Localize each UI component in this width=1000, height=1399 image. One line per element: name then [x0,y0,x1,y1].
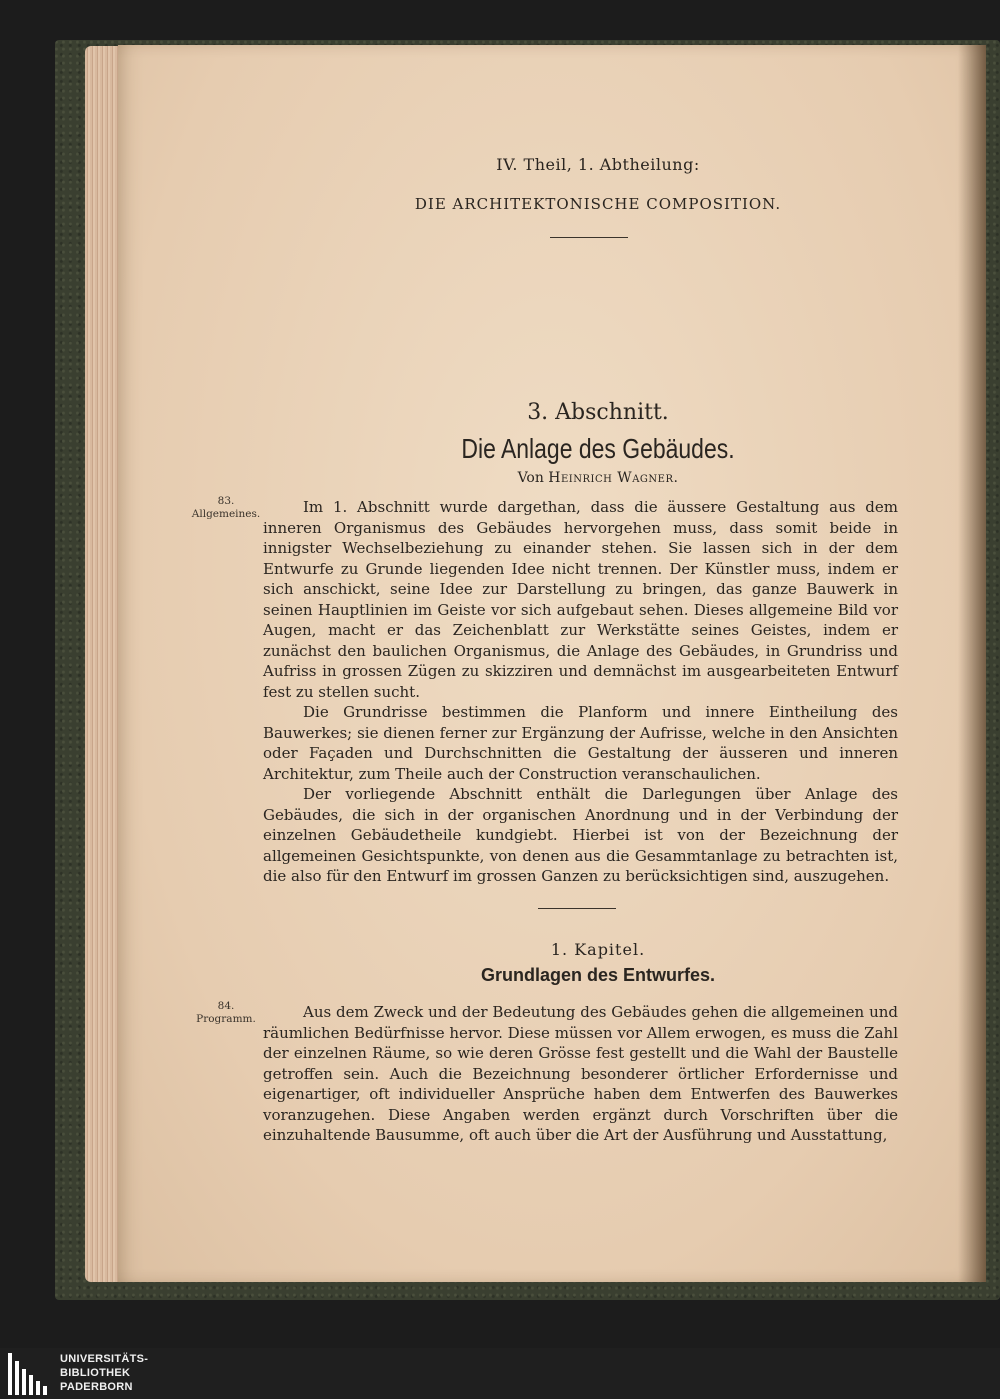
paragraph: Die Grundrisse bestimmen die Planform und innere Eintheilung des Bauwerkes; sie dienen ferner zur Ergänzung der Aufrisse, welche in den Ansichten oder Façaden und Durchschnitten die Gestaltung der äusseren und inneren Architektur, zum Theile auch der Construction veranschaulichen. [263,703,898,783]
paragraph: Aus dem Zweck und der Bedeutung des Gebäudes gehen die allgemeinen und räumlichen Bedürfnisse hervor. Diese müssen vor Allem erwogen, es muss die Zahl der einzelnen Räume, so wie deren Grösse fest gestellt und die Wahl der Baustelle getroffen sein. Auch die Bezeichnung besonderer örtlicher Erfordernisse und eigenartiger, oft individueller Ansprüche haben dem Entwerfen des Bauwerkes voranzugehen. Diese Angaben werden ergänzt durch Vorschriften über die einzuhaltende Bausumme, oft auch über die Art der Ausführung und Ausstattung, [263,1003,898,1144]
author-prefix: Von [517,470,544,486]
margin-note-number: 84. [217,1000,235,1012]
book-page [118,45,986,1282]
chapter-number: 1. Kapitel. [550,940,646,959]
running-head: IV. Theil, 1. Abtheilung: [496,155,700,174]
margin-note-label: Allgemeines. [191,508,261,520]
margin-note-label: Programm. [196,1013,256,1025]
margin-note-83 [176,495,276,521]
library-name-line: UNIVERSITÄTS- [60,1353,149,1365]
library-footer [0,1348,1000,1399]
paragraph: Der vorliegende Abschnitt enthält die Darlegungen über Anlage des Gebäudes, die sich in der organischen Anordnung und in der Verbindung der einzelnen Gebäudetheile kundgiebt. Hierbei ist von der Bezeichnung der allgemeinen Gesichtspunkte, von denen aus die Gesammtanlage zu betrachten ist, die also für den Entwurf im grossen Ganzen zu berücksichtigen sind, auszugehen. [263,785,898,885]
margin-note-number: 83. [217,495,235,507]
paragraph: Im 1. Abschnitt wurde dargethan, dass die äussere Gestaltung aus dem inneren Organismus des Gebäudes hervorgehen muss, dass somit beide in innigster Wechselbeziehung zu einander stehen. Sie lassen sich in der dem Entwurfe zu Grunde liegenden Idee nicht trennen. Der Künstler muss, indem er sich anschickt, seine Idee zur Darstellung zu bringen, das ganze Bauwerk in seinen Hauptlinien im Geiste vor sich aufgebaut sehen. Dieses allgemeine Bild vor Augen, macht er das Zeichenblatt zur Werkstätte seines Geistes, indem er zunächst den baulichen Organismus, die Anlage des Gebäudes, in Grundriss und Aufriss in grossen Zügen zu skizziren und demnächst im ausgearbeiteten Entwurf fest zu stellen sucht. [263,498,898,701]
head-rule [550,237,628,238]
chapter-body [263,1002,898,1146]
section-title: Die Anlage des Gebäudes. [461,433,735,464]
author-name: Heinrich Wagner. [548,470,679,486]
section-number: 3. Abschnitt. [527,400,669,425]
page-gutter-shadow [958,45,986,1282]
library-name-line: BIBLIOTHEK [60,1367,131,1379]
library-name-line: PADERBORN [60,1381,133,1393]
section-rule [538,908,616,909]
margin-note-84 [176,1000,276,1026]
part-subheading: DIE ARCHITEKTONISCHE COMPOSITION. [414,195,782,213]
library-logo [8,1353,52,1395]
library-name [60,1352,148,1394]
section-body [263,497,898,887]
section-author [318,470,878,486]
chapter-title: Grundlagen des Entwurfes. [480,965,716,985]
